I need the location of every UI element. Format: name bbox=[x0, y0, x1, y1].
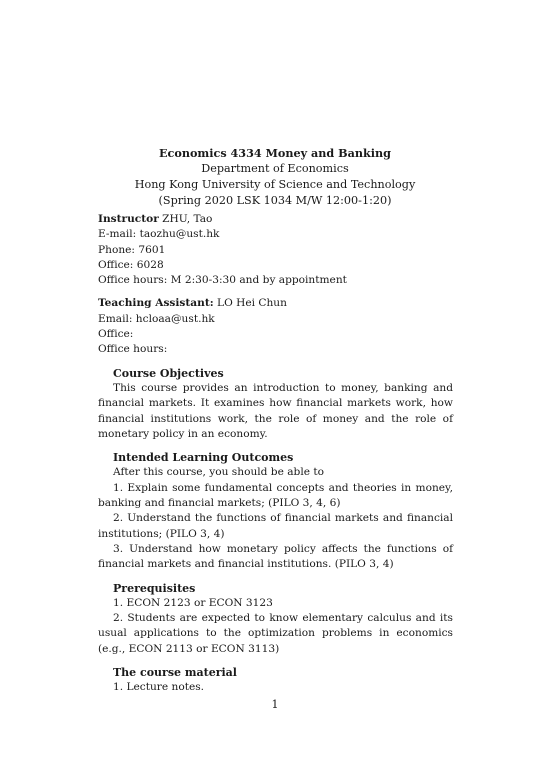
course-title: Economics 4334 Money and Banking bbox=[159, 146, 391, 160]
material-heading: The course material bbox=[113, 666, 237, 680]
instructor-office: Office: 6028 bbox=[98, 258, 164, 271]
prerequisites-section bbox=[98, 581, 453, 657]
outcome-item: 3. Understand how monetary policy affects the functions of financial markets and financial institutions. (PILO 3, 4) bbox=[98, 542, 453, 571]
ta-office: Office: bbox=[98, 328, 134, 341]
ta-label: Teaching Assistant: bbox=[98, 297, 214, 310]
page-number: 1 bbox=[271, 698, 279, 711]
outcomes-list bbox=[98, 481, 453, 573]
prerequisites-list bbox=[98, 596, 453, 657]
instructor-office-hours: Office hours: M 2:30-3:30 and by appointment bbox=[98, 274, 347, 287]
outcomes-section bbox=[98, 450, 453, 572]
instructor-name: ZHU, Tao bbox=[162, 213, 213, 225]
material-item: 1. Lecture notes. bbox=[113, 681, 205, 694]
department: Department of Economics bbox=[201, 162, 349, 175]
objectives-text: This course provides an introduction to money, banking and financial markets. It examines how financial markets work, how financial institutions work, the role of money and the role of monetary policy in an economy. bbox=[98, 381, 453, 440]
instructor-email: E-mail: taozhu@ust.hk bbox=[98, 228, 220, 241]
outcome-item: 2. Understand the functions of financial markets and financial institutions; (PILO 3, 4) bbox=[98, 512, 453, 540]
outcome-item: 1. Explain some fundamental concepts and theories in money, banking and financial markets; (PILO 3, 4, 6) bbox=[98, 481, 453, 510]
ta-email: Email: hcloaa@ust.hk bbox=[98, 312, 215, 325]
university: Hong Kong University of Science and Technology bbox=[134, 178, 416, 191]
instructor-label: Instructor bbox=[98, 213, 159, 225]
syllabus-content bbox=[98, 212, 453, 704]
instructor-block bbox=[98, 212, 453, 288]
ta-name: LO Hei Chun bbox=[217, 297, 287, 310]
outcomes-intro: After this course, you should be able to bbox=[113, 466, 324, 479]
objectives-section bbox=[98, 366, 453, 442]
prerequisites-heading: Prerequisites bbox=[113, 581, 196, 595]
ta-line bbox=[98, 296, 453, 311]
instructor-phone: Phone: 7601 bbox=[98, 243, 166, 256]
instructor-line bbox=[98, 212, 453, 227]
title-block bbox=[0, 145, 550, 209]
schedule: (Spring 2020 LSK 1034 M/W 12:00-1:20) bbox=[158, 194, 392, 207]
ta-block bbox=[98, 296, 453, 357]
objectives-body bbox=[98, 381, 453, 442]
prerequisite-item: 1. ECON 2123 or ECON 3123 bbox=[113, 596, 273, 609]
ta-office-hours: Office hours: bbox=[98, 343, 168, 356]
prerequisite-item: 2. Students are expected to know elementary calculus and its usual applications to the optimization problems in economics (e.g., ECON 2113 or ECON 3113) bbox=[98, 612, 453, 655]
material-section bbox=[98, 665, 453, 696]
outcomes-heading: Intended Learning Outcomes bbox=[113, 451, 294, 465]
objectives-heading: Course Objectives bbox=[113, 366, 224, 380]
